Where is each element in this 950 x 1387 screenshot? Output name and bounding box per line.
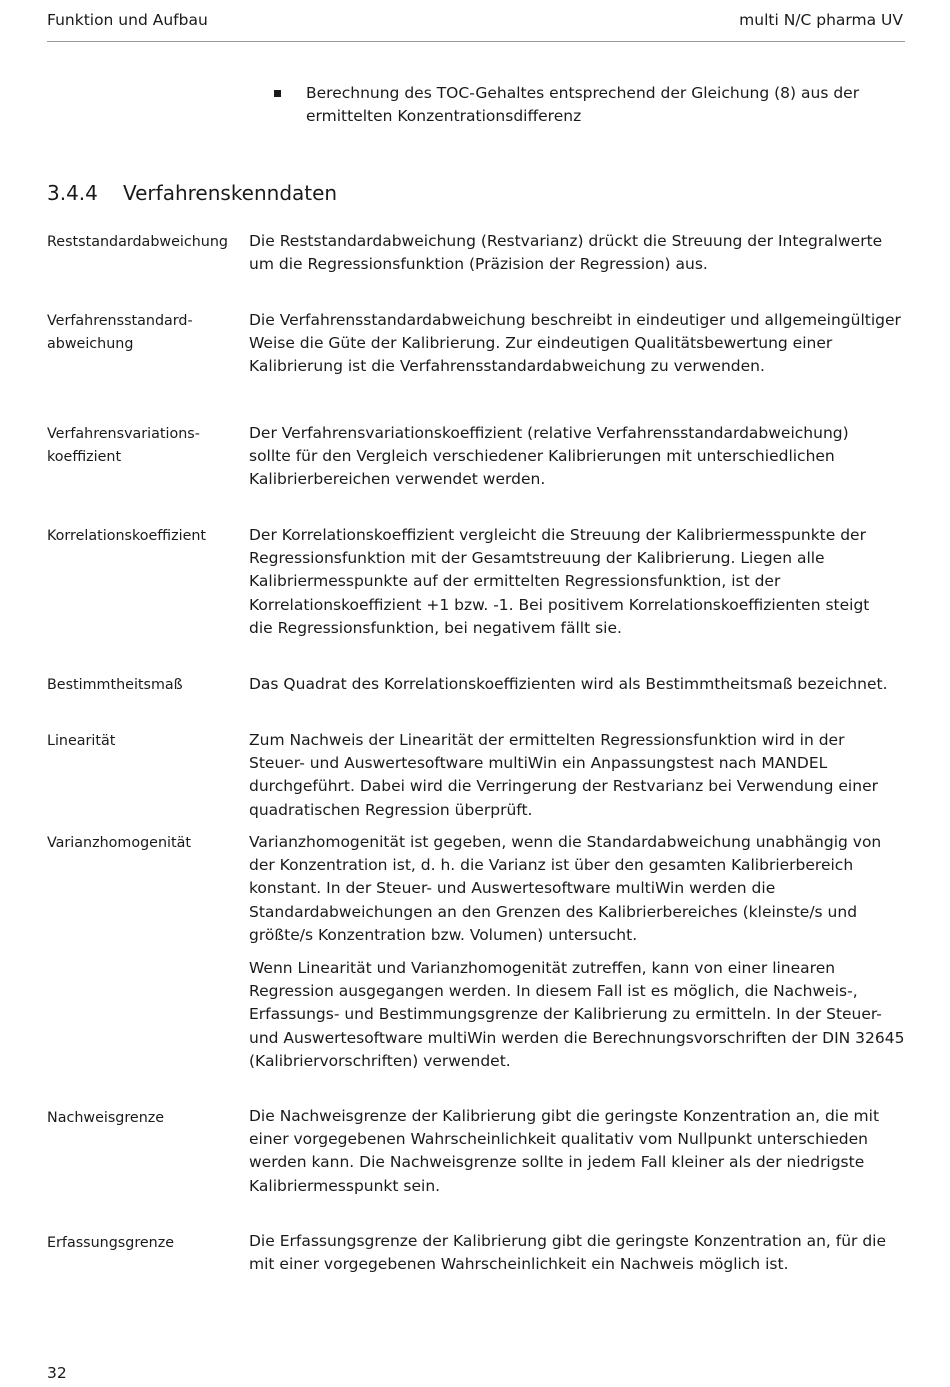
term-description: Die Verfahrensstandardabweichung beschreibt in eindeutiger und allgemeingültiger Weise die Güte der Kalibrierung. Zur eindeutigen Qualitätsbewertung einer Kalibrierung ist die Verfahrensstandardabweichung zu verwenden.: [249, 311, 901, 376]
term-description: Die Nachweisgrenze der Kalibrierung gibt die geringste Konzentration an, die mit einer vorgegebenen Wahrscheinlichkeit qualitativ vom Nullpunkt unterschieden werden kann. Die Nachweisgrenze sollte in jedem Fall kleiner als der niedrigste Kalibriermesspunkt sein.: [249, 1107, 880, 1195]
term-description: Die Reststandardabweichung (Restvarianz) drückt die Streuung der Integralwerte um die Regressionsfunktion (Präzision der Regression) aus.: [249, 232, 883, 274]
term-label: Linearität: [47, 733, 116, 749]
term-description: Die Erfassungsgrenze der Kalibrierung gibt die geringste Konzentration an, für die mit einer vorgegebenen Wahrscheinlichkeit ein Nachweis möglich ist.: [249, 1232, 887, 1274]
bullet-item: [274, 82, 874, 128]
term-label: Erfassungsgrenze: [47, 1235, 175, 1251]
term-label: Bestimmtheitsmaß: [47, 677, 183, 693]
term-label: Korrelationskoeffizient: [47, 528, 207, 544]
page-header: [47, 8, 905, 42]
header-product-name: multi N/C pharma UV: [739, 11, 903, 29]
term-description: Das Quadrat des Korrelationskoeffizienten wird als Bestimmtheitsmaß bezeichnet.: [249, 675, 888, 693]
term-description: Zum Nachweis der Linearität der ermittelten Regressionsfunktion wird in der Steuer- und Auswertesoftware multiWin ein Anpassungstest nach MANDEL durchgeführt. Dabei wird die Verringerung der Restvarianz bei Verwendung einer quadratischen Regression überprüft.: [249, 731, 878, 819]
term-description: Der Korrelationskoeffizient vergleicht die Streuung der Kalibriermesspunkte der Regressionsfunktion mit der Gesamtstreuung der Kalibrierung. Liegen alle Kalibriermesspunkte auf der ermittelten Regressionsfunktion, ist der Korrelationskoeffizient +1 bzw. -1. Bei positivem Korrelationskoeffizienten steigt die Regressionsfunktion, bei negativem fällt sie.: [249, 526, 870, 637]
section-number: 3.4.4: [47, 181, 98, 205]
term-description: Der Verfahrensvariationskoeffizient (relative Verfahrensstandardabweichung) sollte für den Vergleich verschiedener Kalibrierungen mit unterschiedlichen Kalibrierbereichen verwendet werden.: [249, 424, 849, 489]
term-label: Verfahrensvariations-koeffizient: [47, 426, 200, 465]
term-label: Varianzhomogenität: [47, 835, 191, 851]
page-number: 32: [47, 1364, 67, 1382]
term-label: Verfahrensstandard-abweichung: [47, 313, 193, 352]
header-chapter-title: Funktion und Aufbau: [47, 11, 208, 29]
section-title: Verfahrenskenndaten: [123, 181, 338, 205]
bullet-text: Berechnung des TOC-Gehaltes entsprechend der Gleichung (8) aus der ermittelten Konzentrationsdifferenz: [306, 84, 860, 125]
term-label: Nachweisgrenze: [47, 1110, 165, 1126]
term-label: Reststandardabweichung: [47, 234, 228, 250]
term-description-continued: Wenn Linearität und Varianzhomogenität zutreffen, kann von einer linearen Regression ausgegangen werden. In diesem Fall ist es möglich, die Nachweis-, Erfassungs- und Bestimmungsgrenze der Kalibrierung zu ermitteln. In der Steuer- und Auswertesoftware multiWin werden die Berechnungsvorschriften der DIN 32645 (Kalibriervorschriften) verwendet.: [249, 959, 905, 1070]
square-bullet-icon: [274, 90, 281, 97]
term-description: Varianzhomogenität ist gegeben, wenn die Standardabweichung unabhängig von der Konzentration ist, d. h. die Varianz ist über den gesamten Kalibrierbereich konstant. In der Steuer- und Auswertesoftware multiWin werden die Standardabweichungen an den Grenzen des Kalibrierbereiches (kleinste/s und größte/s Konzentration bzw. Volumen) untersucht.: [249, 833, 882, 944]
section-heading: [47, 181, 337, 205]
